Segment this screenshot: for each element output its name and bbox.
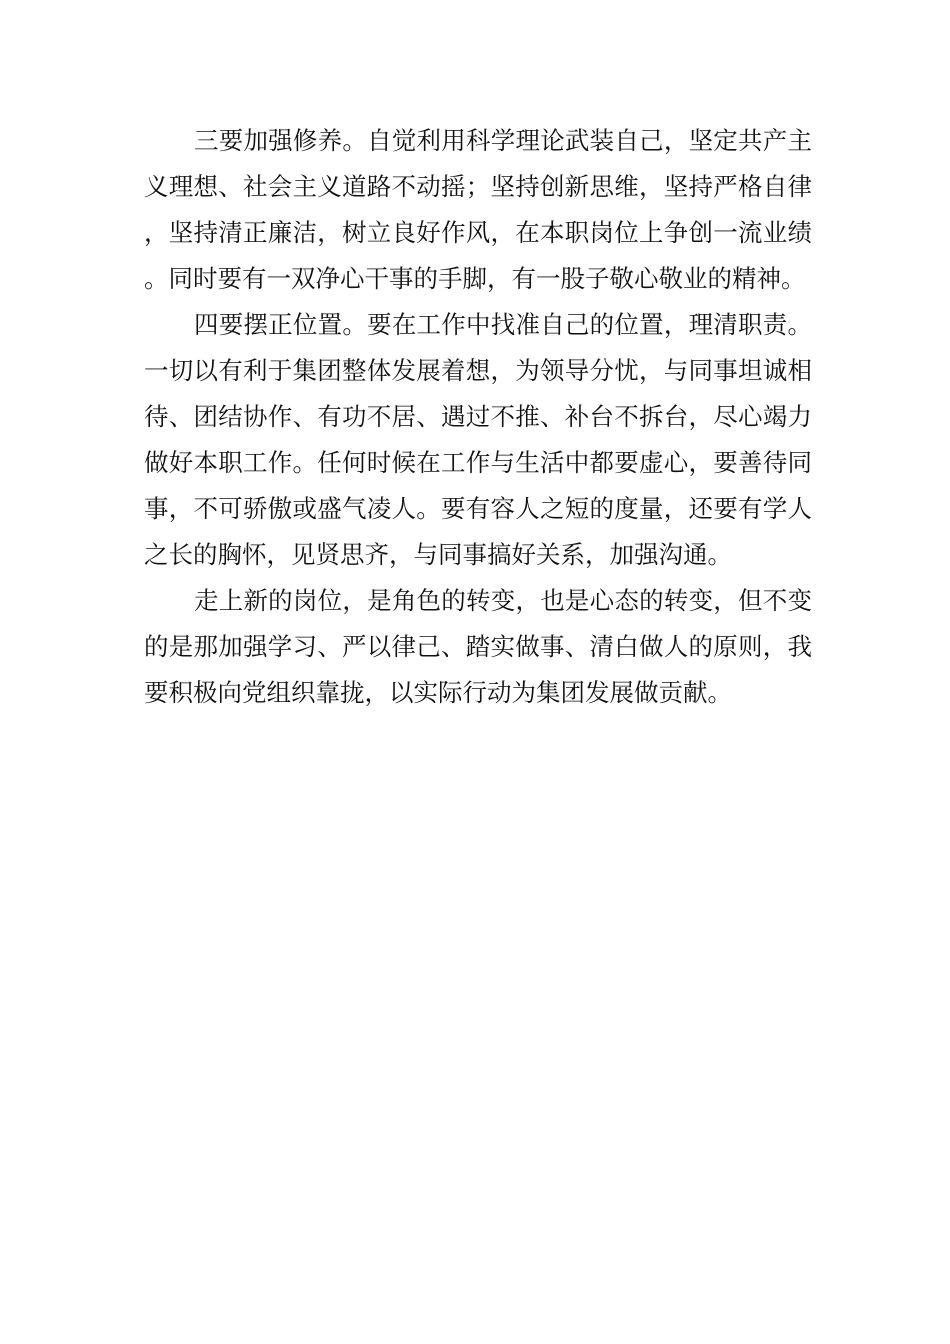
paragraph-new-post: 走上新的岗位，是角色的转变，也是心态的转变，但不变的是那加强学习、严以律己、踏实做事、清白做人的原则，我要积极向党组织靠拢，以实际行动为集团发展做贡献。 (144, 586, 812, 707)
paragraph-strengthen-cultivation: 三要加强修养。自觉利用科学理论武装自己，坚定共产主义理想、社会主义道路不动摇；坚持创新思维，坚持严格自律，坚持清正廉洁，树立良好作风，在本职岗位上争创一流业绩。同时要有一双净心干事的手脚，有一股子敬心敬业的精神。 (144, 126, 812, 293)
paragraph-correct-position: 四要摆正位置。要在工作中找准自己的位置，理清职责。一切以有利于集团整体发展着想，为领导分忧，与同事坦诚相待、团结协作、有功不居、遇过不推、补台不拆台，尽心竭力做好本职工作。任何时候在工作与生活中都要虚心，要善待同事，不可骄傲或盛气凌人。要有容人之短的度量，还要有学人之长的胸怀，见贤思齐，与同事搞好关系，加强沟通。 (144, 310, 812, 569)
document-body (144, 118, 812, 716)
